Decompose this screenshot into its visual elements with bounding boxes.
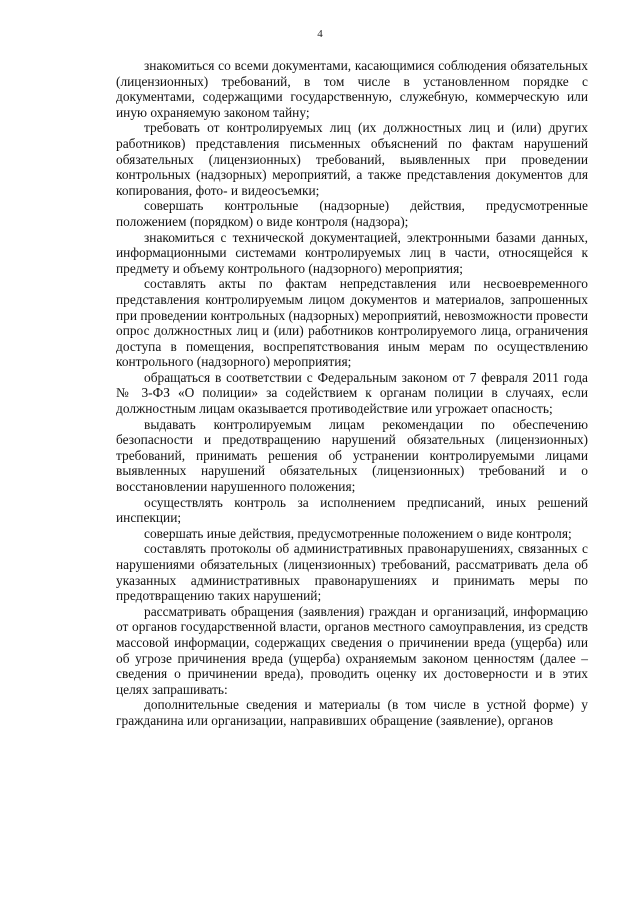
paragraph: обращаться в соответствии с Федеральным законом от 7 февраля 2011 года № 3-ФЗ «О полиции» за содействием к органам полиции в случаях, если должностным лицам оказывается противодействие или угрожает опасность; (116, 369, 588, 417)
paragraph: совершать контрольные (надзорные) действия, предусмотренные положением (порядком) о виде контроля (надзора); (116, 198, 588, 229)
paragraph: знакомиться со всеми документами, касающимися соблюдения обязательных (лицензионных) требований, в том числе в установленном порядке с документами, содержащими государственную, служебную, коммерческую или иную охраняемую законом тайну; (116, 58, 588, 120)
paragraph: выдавать контролируемым лицам рекомендации по обеспечению безопасности и предотвращению нарушений обязательных (лицензионных) требований, принимать решения об устранении контролируемыми лицами выявленных нарушений обязательных (лицензионных) требований и о восстановлении нарушенного положения; (116, 416, 588, 495)
paragraph: осуществлять контроль за исполнением предписаний, иных решений инспекции; (116, 494, 588, 526)
paragraph: составлять протоколы об административных правонарушениях, связанных с нарушениями обязательных (лицензионных) требований, рассматривать дела об указанных административных правонарушениях и принимать меры по предотвращению таких нарушений; (116, 541, 588, 604)
paragraph: составлять акты по фактам непредставления или несвоевременного представления контролируемым лицом документов и материалов, запрошенных при проведении контрольных (надзорных) мероприятий, невозможности провести опрос должностных лиц и (или) работников контролируемого лица, ограничения доступа в помещения, воспрепятствования иным мерам по осуществлению контрольного (надзорного) мероприятия; (116, 276, 588, 370)
paragraph: требовать от контролируемых лиц (их должностных лиц и (или) других работников) представления письменных объяснений по фактам нарушений обязательных (лицензионных) требований, выявленных при проведении контрольных (надзорных) мероприятий, а также представления документов для копирования, фото- и видеосъемки; (116, 120, 588, 198)
paragraph: знакомиться с технической документацией, электронными базами данных, информационными системами контролируемых лиц в части, относящейся к предмету и объему контрольного (надзорного) мероприятия; (116, 229, 588, 276)
paragraph: рассматривать обращения (заявления) граждан и организаций, информацию от органов государственной власти, органов местного самоуправления, из средств массовой информации, содержащих сведения о причинении вреда (ущерба) или об угрозе причинения вреда (ущерба) охраняемым законом ценностям (далее – сведения о причинении вреда), проводить оценку их достоверности и в этих целях запрашивать: (116, 603, 588, 697)
paragraph: совершать иные действия, предусмотренные положением о виде контроля; (144, 525, 572, 541)
document-body (116, 58, 588, 729)
paragraph: дополнительные сведения и материалы (в том числе в устной форме) у гражданина или организации, направивших обращение (заявление), органов (116, 697, 588, 728)
page-number: 4 (317, 28, 323, 40)
